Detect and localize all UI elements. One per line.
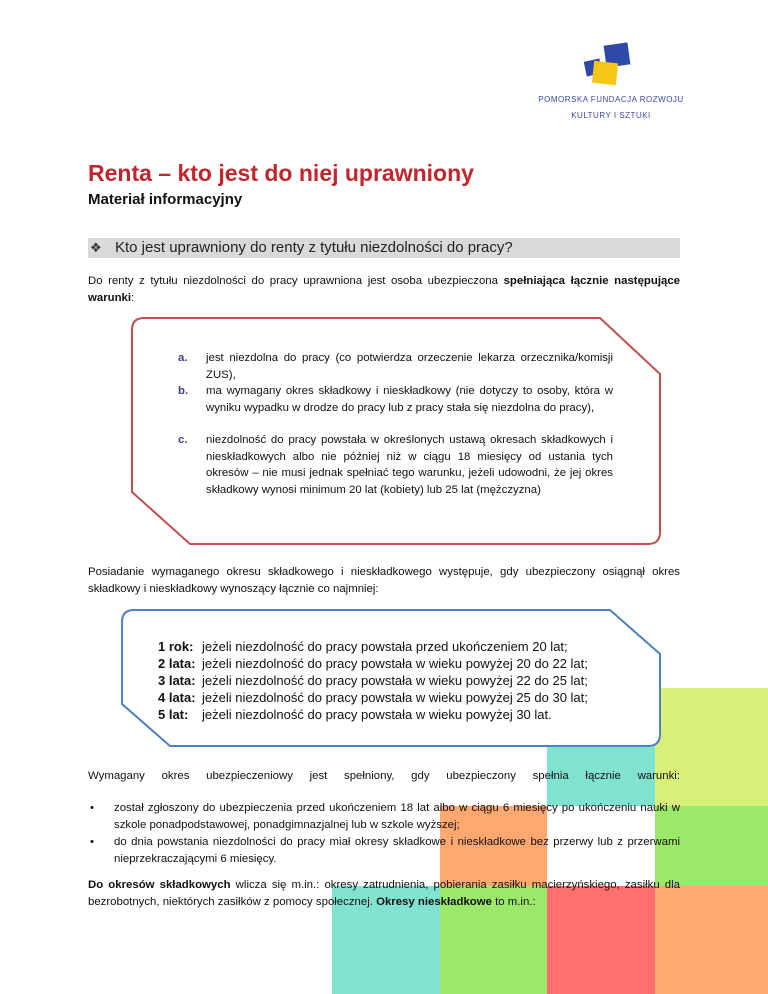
- period-label: 3 lata:: [158, 673, 196, 688]
- condition-letter: b.: [178, 385, 189, 397]
- condition-text: niezdolność do pracy powstała w określonych ustawą okresach składkowych i nieskładkowych albo nie później niż w ciągu 18 miesięcy od ustania tych okresów – nie musi jednak spełniać tego warunku, jeżeli udowodni, że jej okres składkowy wynosi minimum 20 lat (kobiety) lub 25 lat (mężczyzna): [206, 434, 613, 496]
- period-text: jeżeli niezdolność do pracy powstała w wieku powyżej 22 do 25 lat;: [202, 673, 588, 688]
- period-text: jeżeli niezdolność do pracy powstała w wieku powyżej 25 do 30 lat;: [202, 690, 588, 705]
- condition-text: jest niezdolna do pracy (co potwierdza orzeczenie lekarza orzecznika/komisji ZUS),: [206, 352, 613, 381]
- final-bold-1: Do okresów składkowych: [88, 879, 231, 891]
- intro-bold: spełniająca łącznie następujące warunki: [88, 275, 681, 304]
- decor-square: [655, 688, 768, 806]
- section-heading: Kto jest uprawniony do renty z tytułu niezdolności do pracy?: [115, 239, 513, 256]
- period-label: 5 lat:: [158, 707, 189, 722]
- period-label: 4 lata:: [158, 690, 196, 705]
- final-paragraph: [88, 877, 680, 911]
- condition-b: [178, 383, 613, 416]
- final-text-1: wlicza się m.in.: okresy zatrudnienia, pobierania zasiłku macierzyńskiego, zasiłku dla bezrobotnych, niektórych zasiłków z pomocy społecznej.: [88, 879, 681, 908]
- organization-name-line1: POMORSKA FUNDACJA ROZWOJU: [538, 95, 684, 104]
- condition-text: ma wymagany okres składkowy i nieskładkowy (nie dotyczy to osoby, która w wyniku wypadku w drodze do pracy lub z pracy stała się niezdolna do pracy),: [206, 385, 613, 414]
- period-row: [158, 638, 568, 655]
- condition-c: [178, 432, 613, 498]
- bullet-icon: •: [90, 836, 94, 848]
- period-label: 2 lata:: [158, 656, 196, 671]
- period-row: [158, 672, 588, 689]
- condition-letter: a.: [178, 352, 188, 364]
- document-title: Renta – kto jest do niej uprawniony: [88, 160, 474, 186]
- period-text: jeżeli niezdolność do pracy powstała w wieku powyżej 20 do 22 lat;: [202, 656, 588, 671]
- final-bold-2: Okresy nieskładkowe: [376, 896, 492, 908]
- condition-a: [178, 350, 613, 383]
- list-item: [88, 834, 680, 868]
- period-text: jeżeli niezdolność do pracy powstała przed ukończeniem 20 lat;: [202, 639, 568, 654]
- intro-paragraph: [88, 273, 680, 307]
- diamond-bullet-icon: ❖: [90, 240, 102, 255]
- intro-tail: :: [131, 292, 135, 304]
- insurance-intro-paragraph: Wymagany okres ubezpieczeniowy jest spełniony, gdy ubezpieczony spełnia łącznie warunki:: [88, 770, 680, 782]
- period-label: 1 rok:: [158, 639, 194, 654]
- condition-letter: c.: [178, 434, 188, 446]
- period-row: [158, 706, 552, 723]
- list-item: [88, 800, 680, 834]
- intro-text: Do renty z tytułu niezdolności do pracy uprawniona jest osoba ubezpieczona: [88, 275, 504, 287]
- document-subtitle: Materiał informacyjny: [88, 191, 243, 208]
- list-item-text: został zgłoszony do ubezpieczenia przed ukończeniem 18 lat albo w ciągu 6 miesięcy po ukończeniu nauki w szkole ponadpodstawowej, ponadgimnazjalnej lub w szkole wyższej;: [114, 802, 680, 831]
- foundation-logo-icon: [583, 42, 639, 92]
- period-row: [158, 689, 588, 706]
- organization-name-line2: KULTURY I SZTUKI: [571, 111, 651, 120]
- bullet-icon: •: [90, 802, 94, 814]
- final-text-2: to m.in.:: [491, 896, 536, 908]
- period-intro-paragraph: Posiadanie wymaganego okresu składkowego i nieskładkowego występuje, gdy ubezpieczony osiągnął okres składkowy i nieskładkowy wynoszący łącznie co najmniej:: [88, 566, 680, 595]
- period-text: jeżeli niezdolność do pracy powstała w wieku powyżej 30 lat.: [202, 707, 552, 722]
- list-item-text: do dnia powstania niezdolności do pracy miał okresy składkowe i nieskładkowe bez przerwy lub z przerwami nieprzekraczającymi 6 miesięcy.: [114, 836, 680, 865]
- period-row: [158, 655, 588, 672]
